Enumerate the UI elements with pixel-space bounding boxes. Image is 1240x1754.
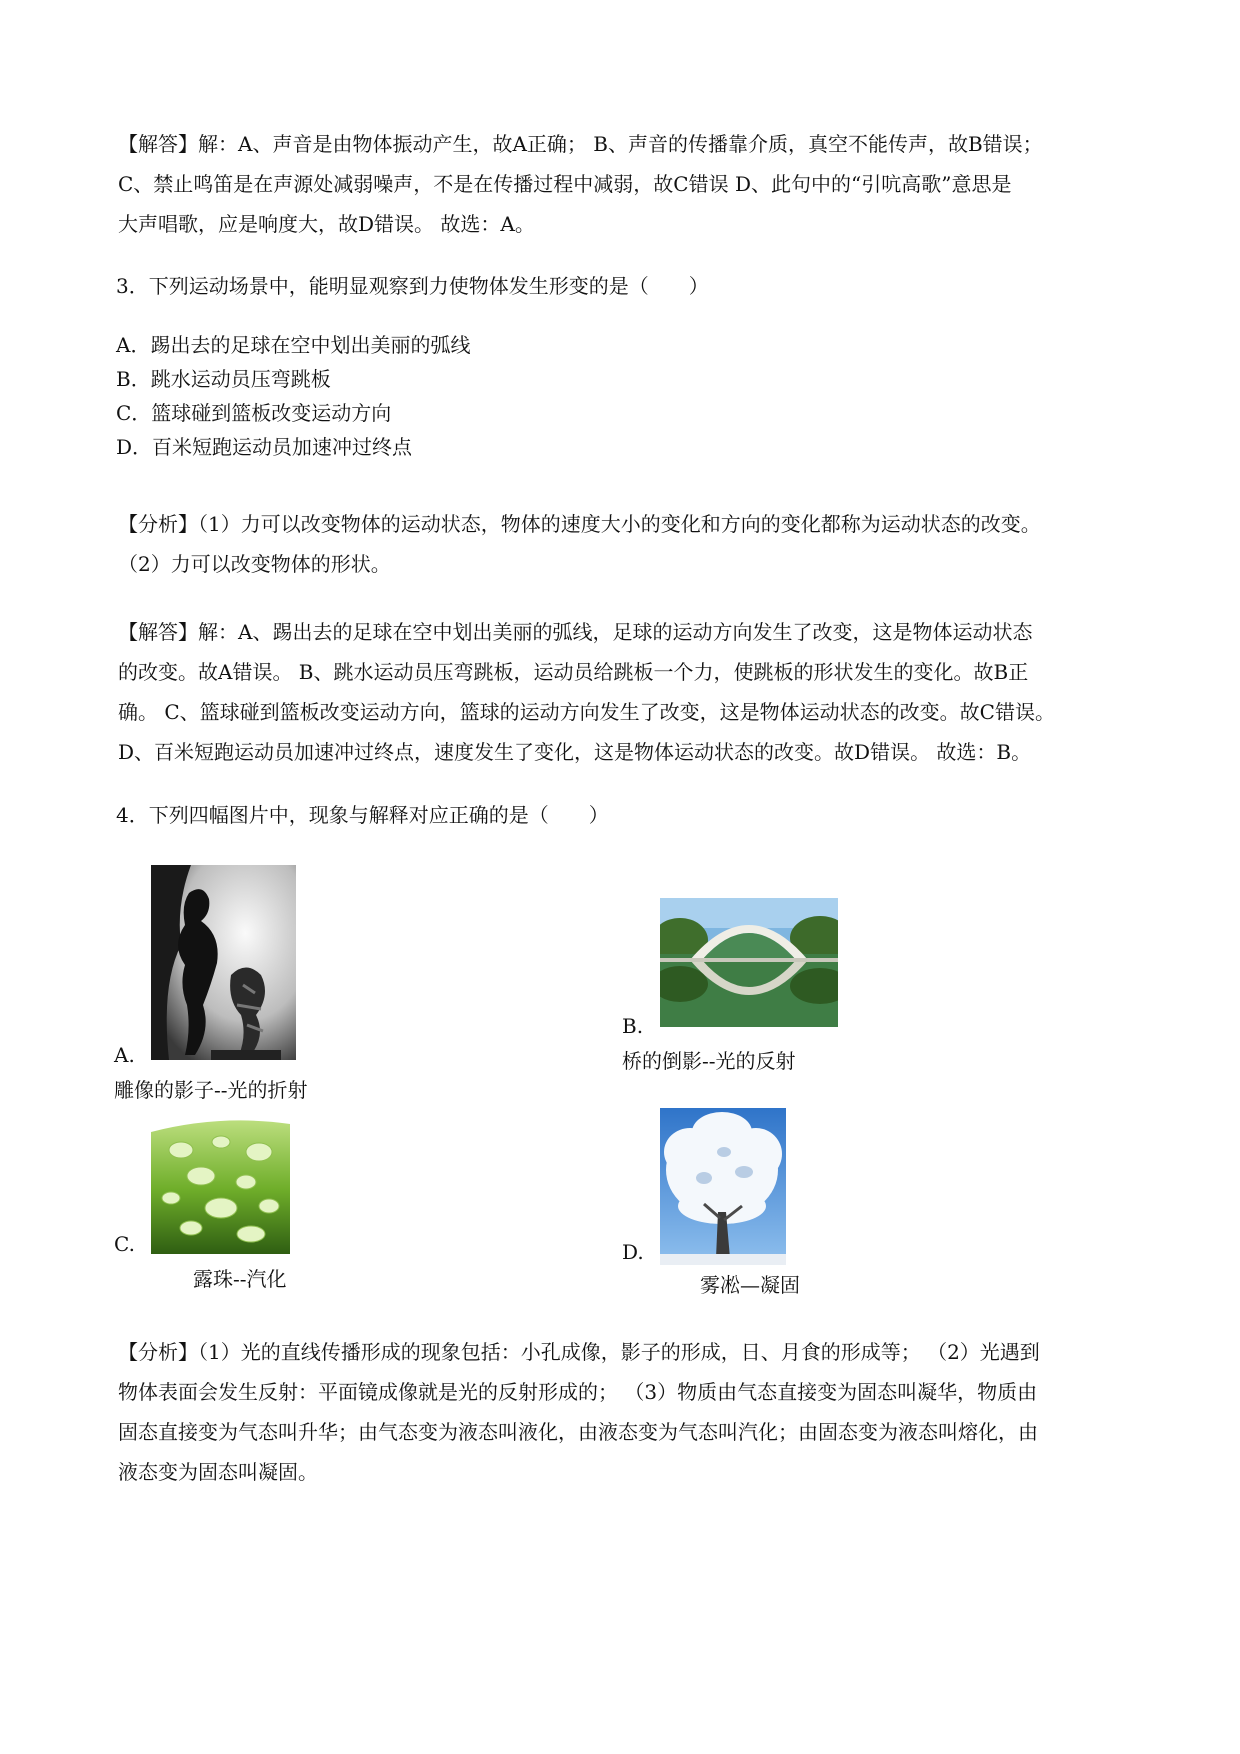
statue-shadow-image: [151, 865, 296, 1060]
q4-analysis-line: 【分析】（1）光的直线传播形成的现象包括：小孔成像，影子的形成，日、月食的形成等； （2）光遇到: [118, 1340, 1040, 1364]
q4-option-d-caption: 雾凇—凝固: [700, 1273, 800, 1297]
q3-analysis-line: （2）力可以改变物体的形状。: [118, 552, 391, 576]
q3-analysis-line: 【分析】（1）力可以改变物体的运动状态，物体的速度大小的变化和方向的变化都称为运动状态的改变。: [118, 512, 1041, 536]
q3-analysis: [118, 504, 1138, 584]
q3-stem: 3．下列运动场景中，能明显观察到力使物体发生形变的是（ ）: [116, 274, 709, 298]
q4-option-c-letter: C.: [114, 1232, 135, 1256]
q4-option-d-letter: D.: [622, 1240, 644, 1264]
q4-analysis-line: 固态直接变为气态叫升华；由气态变为液态叫液化，由液态变为气态叫汽化；由固态变为液态叫熔化，由: [118, 1420, 1038, 1444]
q3-option-d: D．百米短跑运动员加速冲过终点: [116, 435, 413, 459]
bridge-reflection-image: [660, 898, 838, 1027]
q2-answer-line: 【解答】解：A、声音是由物体振动产生，故A正确； B、声音的传播靠介质，真空不能传声，故B错误；: [118, 132, 1043, 156]
dew-drops-image: [151, 1110, 290, 1254]
q4-option-c-caption: 露珠--汽化: [193, 1267, 287, 1291]
q4-analysis: [118, 1332, 1138, 1492]
q3-option-c: C．篮球碰到篮板改变运动方向: [116, 401, 392, 425]
q3-answer-line: 的改变。故A错误。 B、跳水运动员压弯跳板，运动员给跳板一个力，使跳板的形状发生的变化。故B正: [118, 660, 1029, 684]
q4-option-a-caption: 雕像的影子--光的折射: [114, 1078, 308, 1102]
q3-answer-line: 【解答】解：A、踢出去的足球在空中划出美丽的弧线，足球的运动方向发生了改变，这是物体运动状态: [118, 620, 1033, 644]
q3-answer-line: D、百米短跑运动员加速冲过终点，速度发生了变化，这是物体运动状态的改变。故D错误。 故选：B。: [118, 740, 1032, 764]
q4-option-b-caption: 桥的倒影--光的反射: [622, 1049, 796, 1073]
q4-analysis-line: 物体表面会发生反射：平面镜成像就是光的反射形成的； （3）物质由气态直接变为固态叫凝华，物质由: [118, 1380, 1038, 1404]
q4-option-b-letter: B.: [622, 1014, 644, 1038]
q4-stem: 4．下列四幅图片中，现象与解释对应正确的是（ ）: [116, 803, 609, 827]
q3-answer-line: 确。 C、篮球碰到篮板改变运动方向，篮球的运动方向发生了改变，这是物体运动状态的改变。故C错误。: [118, 700, 1055, 724]
q4-option-a-letter: A.: [114, 1043, 135, 1067]
q3-option-a: A．踢出去的足球在空中划出美丽的弧线: [116, 333, 471, 357]
q3-answer: [118, 612, 1138, 772]
rime-tree-image: [660, 1108, 786, 1265]
q4-analysis-line: 液态变为固态叫凝固。: [118, 1460, 318, 1484]
q2-answer-line: 大声唱歌，应是响度大，故D错误。 故选：A。: [118, 212, 535, 236]
q3-option-b: B．跳水运动员压弯跳板: [116, 367, 331, 391]
q2-answer: [118, 124, 1138, 244]
q2-answer-line: C、禁止鸣笛是在声源处减弱噪声，不是在传播过程中减弱，故C错误 D、此句中的“引吭高歌”意思是: [118, 172, 1012, 196]
